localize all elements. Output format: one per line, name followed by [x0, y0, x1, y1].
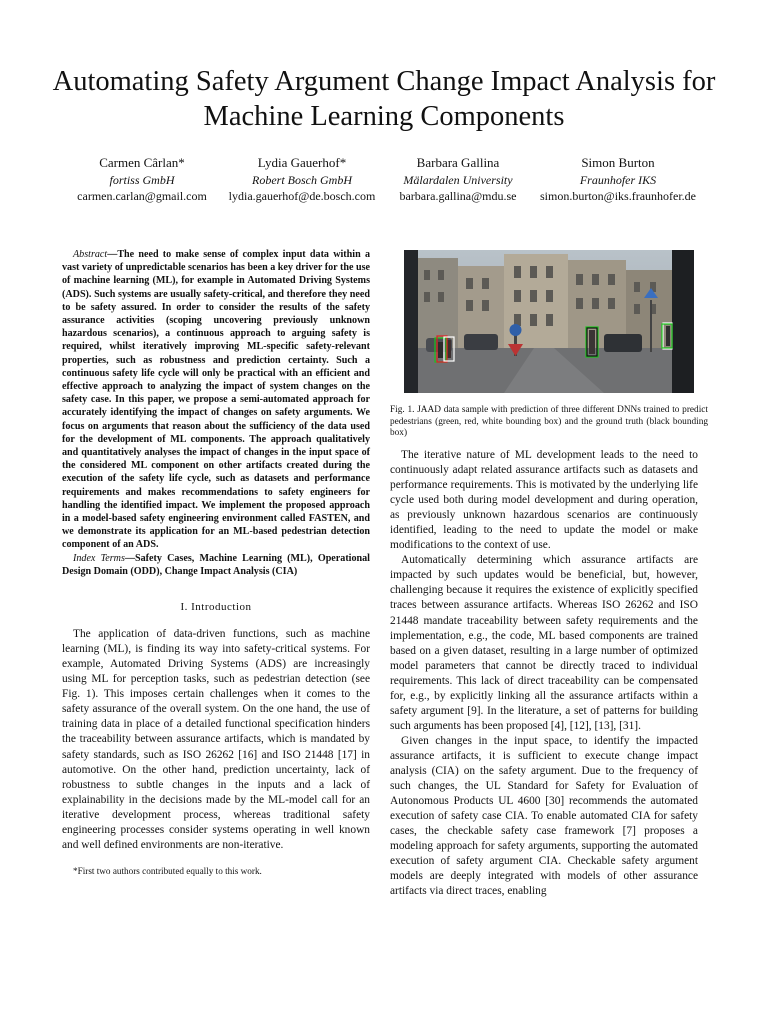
abstract-text: —The need to make sense of complex input data within a vast variety of unpredictable scenarios has been a key driver for the use of machine learning (ML), for example in Automated Driving Systems (ADS). Such systems are usually safety-critical, and therefore they need to be safety assured. In order to consider the results of the safety assurance activities (scoping uncovering previously unknown hazardous scenarios), a continuous approach to arguing safety is required, whilst iteratively improving ML-specific safety-relevant properties, such as robustness and prediction certainty. Such a continuous safety life cycle will only be practical with an efficient and effective approach to analyzing the impact of system changes on the safety case. In this paper, we propose a semi-automated approach for accurately identifying the impact of changes on safety arguments. We focus on arguments that reason about the sufficiency of the data used for the development of ML components. The approach qualitatively and quantitatively analyses the impact of changes in the input space of the considered ML component on other artifacts created during the execution of the safety life cycle, such as datasets and performance requirements and makes recommendations to safety engineers for handling the identified impact. We implement the proposed approach in a model-based safety engineering environment called FASTEN, and we demonstrate its application for an ML-based pedestrian detection component of an ADS. — [62, 249, 370, 551]
author-name: Barbara Gallina — [416, 155, 500, 170]
right-column — [390, 448, 698, 899]
figure-caption: Fig. 1. JAAD data sample with prediction of three different DNNs trained to predict pedestrians (green, red, white bounding box) and the ground truth (black bounding box) — [390, 405, 708, 439]
author-block — [68, 155, 708, 205]
author-2 — [216, 155, 388, 205]
footnote: *First two authors contributed equally to this work. — [73, 865, 262, 876]
section-heading: I. Introduction — [180, 601, 252, 614]
author-4 — [528, 155, 708, 205]
index-terms-text: —Safety Cases, Machine Learning (ML), Operational Design Domain (ODD), Change Impact Analysis (CIA) — [62, 552, 370, 577]
author-affiliation: fortiss GmbH — [109, 172, 175, 187]
author-name: Carmen Cârlan* — [99, 155, 185, 170]
index-terms-label: Index Terms — [73, 552, 125, 564]
author-3 — [388, 155, 528, 205]
author-email: simon.burton@iks.fraunhofer.de — [539, 189, 697, 203]
abstract-label: Abstract — [73, 249, 108, 260]
author-affiliation: Mälardalen University — [403, 172, 513, 187]
index-terms — [62, 552, 370, 578]
abstract — [62, 248, 370, 552]
intro-paragraph: The application of data-driven functions, such as machine learning (ML), is finding its way into safety-critical systems. For example, Automated Driving Systems (ADS) are increasingly using ML for perception tasks, such as pedestrian detection (see Fig. 1). This imposes certain challenges when it comes to the safety assurance of the overall system. On the one hand, the use of training data in place of a detailed functional specification hinders the traceability between assurance artifacts, which is mandated by safety standards, such as ISO 26262 [16] and ISO 21448 [17] in automotive. On the other hand, prediction uncertainty, lack of robustness to subtle changes in the inputs and a lack of explainability in the decisions made by the ML-model call for an iterative development process, whereas traditional safety engineering processes consider systems operating in well known and well defined environments are non-iterative. — [62, 628, 370, 851]
author-name: Lydia Gauerhof* — [257, 155, 347, 170]
body-paragraph: The iterative nature of ML development leads to the need to continuously adapt related assurance artifacts such as datasets and performance requirements. This is motivated by the underlying life cycle used both during model development and during operation, as previously unknown hazardous scenarios are continuously identified, leading to the need to update the model or make modifications to the context of use. — [390, 449, 698, 552]
left-column — [62, 248, 370, 877]
paper-title: Automating Safety Argument Change Impact Analysis for Machine Learning Components — [52, 66, 716, 132]
author-1 — [68, 155, 216, 205]
author-email: carmen.carlan@gmail.com — [77, 189, 207, 203]
author-affiliation: Robert Bosch GmbH — [252, 172, 352, 187]
body-paragraph: Automatically determining which assurance artifacts are impacted by such updates would be beneficial, but, however, challenging because it requires the existence of explicitly specified traces between assurance artifacts. Whereas ISO 26262 and ISO 21448 mandate traceability between safety requirements and the implementation, e.g., the code, ML based components are trained based on a given dataset, resulting in a large number of optimized model parameters that cannot be directly traced to individual requirements. This lack of direct traceability can be compensated for, e.g., by explicitly linking all the assurance artifacts within a safety argument [9]. In the literature, a set of patterns for building such arguments has been proposed [4], [12], [13], [31]. — [390, 554, 698, 732]
author-affiliation: Fraunhofer IKS — [579, 172, 657, 187]
figure-street-photo — [404, 250, 694, 393]
author-email: lydia.gauerhof@de.bosch.com — [228, 189, 376, 203]
author-email: barbara.gallina@mdu.se — [399, 189, 517, 203]
body-paragraph: Given changes in the input space, to identify the impacted assurance artifacts, it is sufficient to execute change impact analysis (CIA) on the safety argument. Due to the frequency of such changes, the UL Standard for Safety for Evaluation of Autonomous Products UL 4600 [30] recommends the automated execution of safety case CIA. To enable automated CIA for safety cases, the checkable safety case framework [7] proposes a modeling approach for safety arguments, supporting the automated execution of safety argument CIA. Checkable safety argument models are deeply integrated with models of other assurance artifacts via direct traces, enabling — [390, 734, 698, 898]
author-name: Simon Burton — [581, 155, 655, 170]
